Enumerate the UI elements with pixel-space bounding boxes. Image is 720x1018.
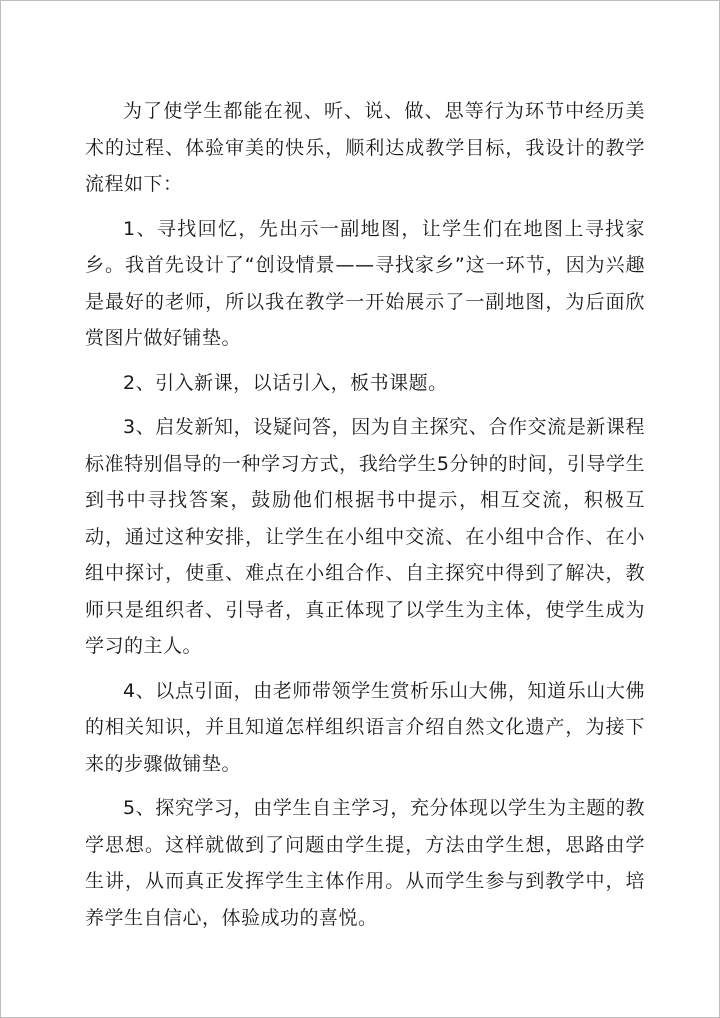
document-body [85,93,645,944]
paragraph-step-4: 4、以点引面，由老师带领学生赏析乐山大佛，知道乐山大佛的相关知识，并且知道怎样组织语言介绍自然文化遗产，为接下来的步骤做铺垫。 [85,679,645,775]
paragraph-step-5: 5、探究学习，由学生自主学习，充分体现以学生为主题的教学思想。这样就做到了问题由学生提，方法由学生想，思路由学生讲，从而真正发挥学生主体作用。从而学生参与到教学中，培养学生自信心，体验成功的喜悦。 [85,797,645,929]
paragraph-step-3: 3、启发新知，设疑问答，因为自主探究、合作交流是新课程标准特别倡导的一种学习方式，我给学生5分钟的时间，引导学生到书中寻找答案，鼓励他们根据书中提示，相互交流，积极互动，通过这种安排，让学生在小组中交流、在小组中合作、在小组中探讨，使重、难点在小组合作、自主探究中得到了解决，教师只是组织者、引导者，真正体现了以学生为主体，使学生成为学习的主人。 [85,416,645,657]
paragraph-step-1: 1、寻找回忆，先出示一副地图，让学生们在地图上寻找家乡。我首先设计了“创设情景——寻找家乡”这一环节，因为兴趣是最好的老师，所以我在教学一开始展示了一副地图，为后面欣赏图片做好铺垫。 [85,217,645,349]
paragraph-step-2: 2、引入新课，以话引入，板书课题。 [123,371,448,394]
paragraph-intro: 为了使学生都能在视、听、说、做、思等行为环节中经历美术的过程、体验审美的快乐，顺利达成教学目标，我设计的教学流程如下： [85,100,645,195]
